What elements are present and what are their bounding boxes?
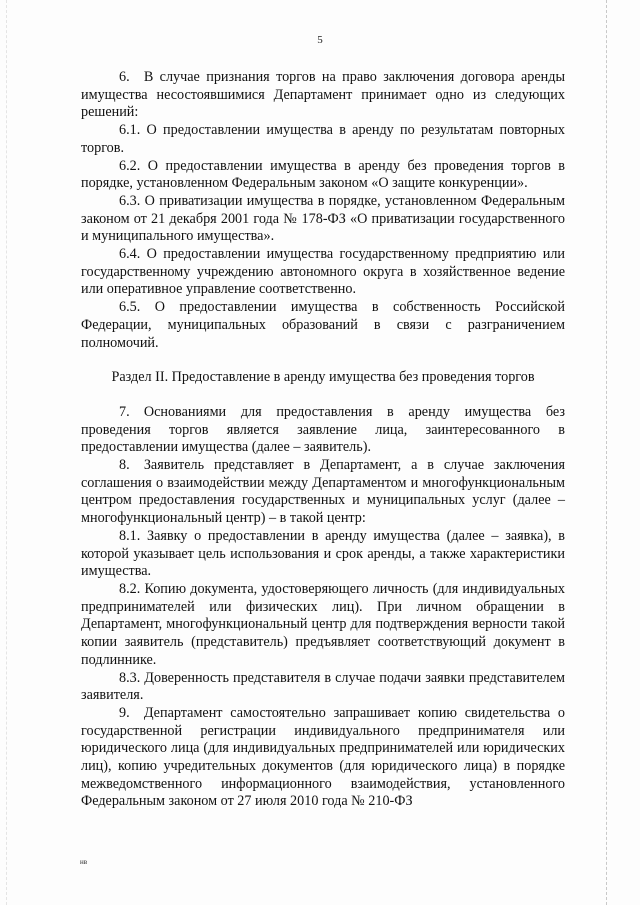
paragraph-6-2: 6.2. О предоставлении имущества в аренду без проведения торгов в порядке, установленном Федеральным законом «О защите конкуренции». [81, 157, 565, 192]
paragraph-8-3: 8.3. Доверенность представителя в случае подачи заявки представителем заявителя. [81, 669, 565, 704]
scan-edge-right [606, 0, 608, 905]
paragraph-7: 7. Основаниями для предоставления в аренду имущества без проведения торгов является заявление лица, заинтересованного в предоставлении имущества (далее – заявитель). [81, 403, 565, 456]
paragraph-8-2: 8.2. Копию документа, удостоверяющего личность (для индивидуальных предпринимателей или физических лиц). При личном обращении в Департамент, многофункциональный центр для подтверждения верности такой копии заявитель (представитель) предъявляет соответствующий документ в подлиннике. [81, 580, 565, 668]
paragraph-8-1: 8.1. Заявку о предоставлении в аренду имущества (далее – заявка), в которой указывает цель использования и срок аренды, а также характеристики имущества. [81, 527, 565, 580]
footer-code: нв [80, 858, 88, 866]
page-number: 5 [317, 34, 323, 46]
paragraph-6-1: 6.1. О предоставлении имущества в аренду по результатам повторных торгов. [81, 122, 565, 156]
paragraph-6-5: 6.5. О предоставлении имущества в собственность Российской Федерации, муниципальных образований в связи с разграничением полномочий. [81, 299, 565, 351]
paragraph-6: 6. В случае признания торгов на право заключения договора аренды имущества несостоявшимися Департамент принимает одно из следующих решений: [81, 69, 565, 121]
paragraph-8: 8. Заявитель представляет в Департамент, а в случае заключения соглашения о взаимодействии между Департаментом и многофункциональным центром предоставления государственных и муниципальных услуг (далее – многофункциональный центр) – в такой центр: [81, 457, 565, 527]
scan-edge-left [6, 0, 8, 905]
document-body [81, 69, 565, 811]
section-heading: Раздел II. Предоставление в аренду имущества без проведения торгов [111, 369, 535, 386]
paragraph-9: 9. Департамент самостоятельно запрашивает копию свидетельства о государственной регистрации индивидуального предпринимателя или юридического лица (для индивидуальных предпринимателей или юридических лиц), копию учредительных документов (для юридического лица) в порядке межведомственного информационного взаимодействия, установленного Федеральным законом от 27 июля 2010 года № 210-ФЗ [81, 704, 565, 810]
paragraph-6-4: 6.4. О предоставлении имущества государственному предприятию или государственному учреждению автономного округа в хозяйственное ведение или оперативное управление соответственно. [81, 246, 565, 298]
paragraph-6-3: 6.3. О приватизации имущества в порядке, установленном Федеральным законом от 21 декабря 2001 года № 178-ФЗ «О приватизации государственного и муниципального имущества». [81, 192, 565, 245]
